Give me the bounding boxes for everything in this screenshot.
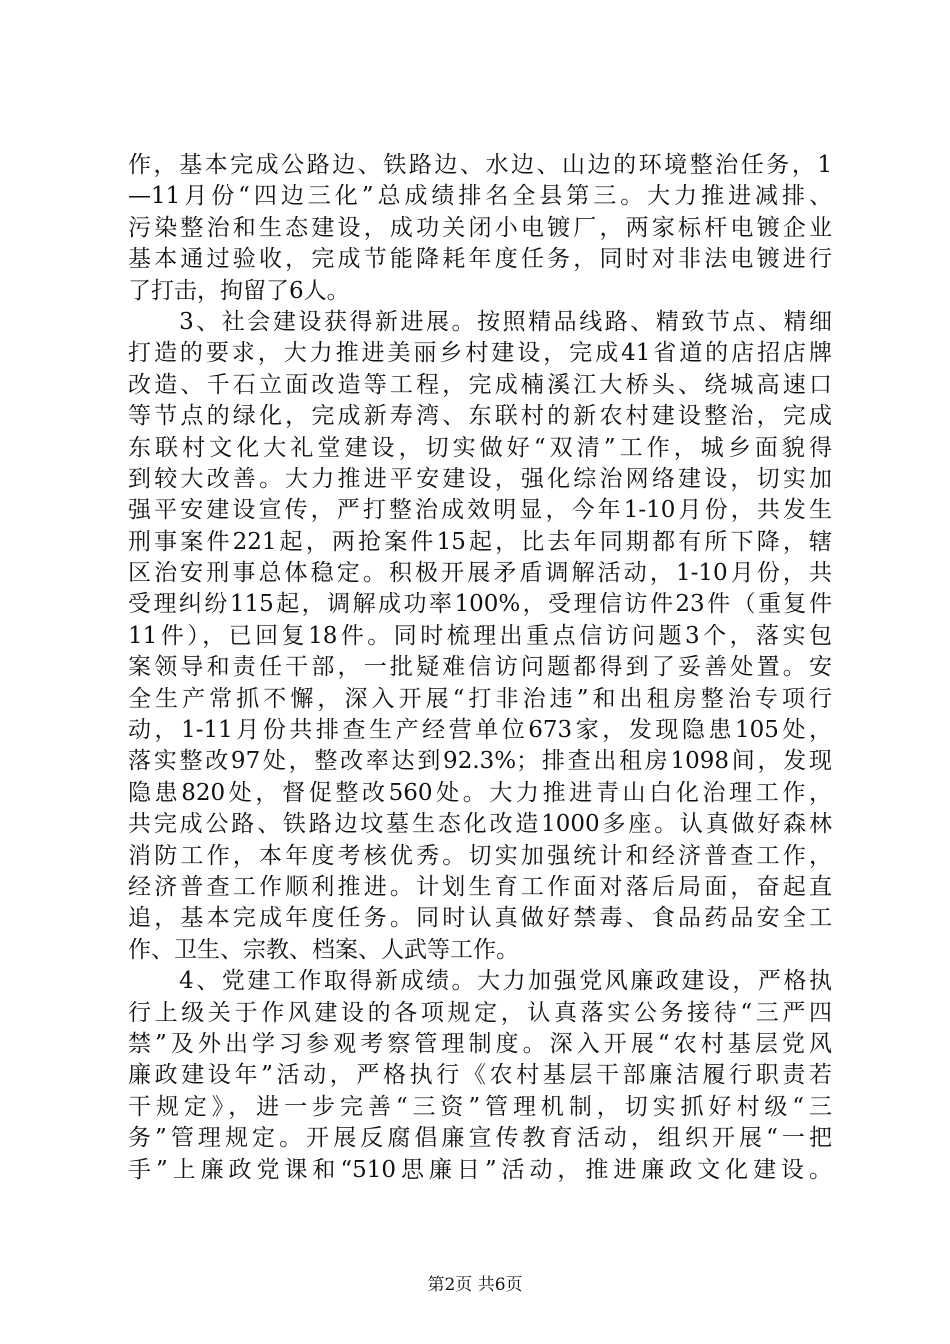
section-4-heading-line: 4、党建工作取得新成绩。大力加强党风廉政建设，严格执: [128, 968, 832, 995]
text-line: 东联村文化大礼堂建设，切实做好“双清”工作，城乡面貌得: [128, 434, 832, 461]
text-line: 11件），已回复18件。同时梳理出重点信访问题3个，落实包: [128, 622, 832, 649]
text-line: 共完成公路、铁路边坟墓生态化改造1000多座。认真做好森林: [128, 811, 832, 838]
text-line: 打造的要求，大力推进美丽乡村建设，完成41省道的店招店牌: [128, 340, 832, 367]
section-3-heading-line: 3、社会建设获得新进展。按照精品线路、精致节点、精细: [128, 308, 832, 335]
text-line: 追，基本完成年度任务。同时认真做好禁毒、食品药品安全工: [128, 905, 832, 932]
text-line: 干规定》，进一步完善“三资”管理机制，切实抓好村级“三: [128, 1093, 832, 1120]
page-number-footer: 第2页 共6页: [427, 1275, 523, 1295]
text-line: 基本通过验收，完成节能降耗年度任务，同时对非法电镀进行: [128, 246, 832, 273]
text-line: 廉政建设年”活动，严格执行《农村基层干部廉洁履行职责若: [128, 1062, 832, 1089]
text-line: 行上级关于作风建设的各项规定，认真落实公务接待“三严四: [128, 999, 832, 1026]
text-line: 消防工作，本年度考核优秀。切实加强统计和经济普查工作，: [128, 842, 832, 869]
text-line: 案领导和责任干部，一批疑难信访问题都得到了妥善处置。安: [128, 654, 832, 681]
text-line: 禁”及外出学习参观考察管理制度。深入开展“农村基层党风: [128, 1030, 832, 1057]
text-line: 污染整治和生态建设，成功关闭小电镀厂，两家标杆电镀企业: [128, 214, 832, 241]
text-line: 作、卫生、宗教、档案、人武等工作。: [128, 936, 519, 963]
text-line: 动，1-11月份共排查生产经营单位673家，发现隐患105处，: [128, 717, 832, 744]
text-line: 手”上廉政党课和“510思廉日”活动，推进廉政文化建设。: [128, 1156, 832, 1183]
text-line: 作，基本完成公路边、铁路边、水边、山边的环境整治任务，1: [128, 152, 832, 178]
text-line: —11月份“四边三化”总成绩排名全县第三。大力推进减排、: [128, 183, 832, 210]
document-body: [128, 150, 832, 1186]
text-line: 刑事案件221起，两抢案件15起，比去年同期都有所下降，辖: [128, 528, 832, 555]
text-line: 等节点的绿化，完成新寿湾、东联村的新农村建设整治，完成: [128, 403, 832, 430]
text-line: 区治安刑事总体稳定。积极开展矛盾调解活动，1-10月份，共: [128, 560, 832, 587]
text-line: 到较大改善。大力推进平安建设，强化综治网络建设，切实加: [128, 465, 832, 492]
text-line: 经济普查工作顺利推进。计划生育工作面对落后局面，奋起直: [128, 873, 832, 900]
text-line: 务”管理规定。开展反腐倡廉宣传教育活动，组织开展“一把: [128, 1125, 832, 1152]
text-line: 强平安建设宣传，严打整治成效明显，今年1-10月份，共发生: [128, 497, 832, 524]
text-line: 全生产常抓不懈，深入开展“打非治违”和出租房整治专项行: [128, 685, 832, 712]
text-line: 受理纠纷115起，调解成功率100%，受理信访件23件（重复件: [128, 591, 832, 618]
text-line: 改造、千石立面改造等工程，完成楠溪江大桥头、绕城高速口: [128, 371, 832, 398]
text-line: 落实整改97处，整改率达到92.3%；排查出租房1098间，发现: [128, 748, 832, 775]
text-line: 隐患820处，督促整改560处。大力推进青山白化治理工作，: [128, 779, 832, 806]
text-line: 了打击，拘留了6人。: [128, 277, 350, 304]
